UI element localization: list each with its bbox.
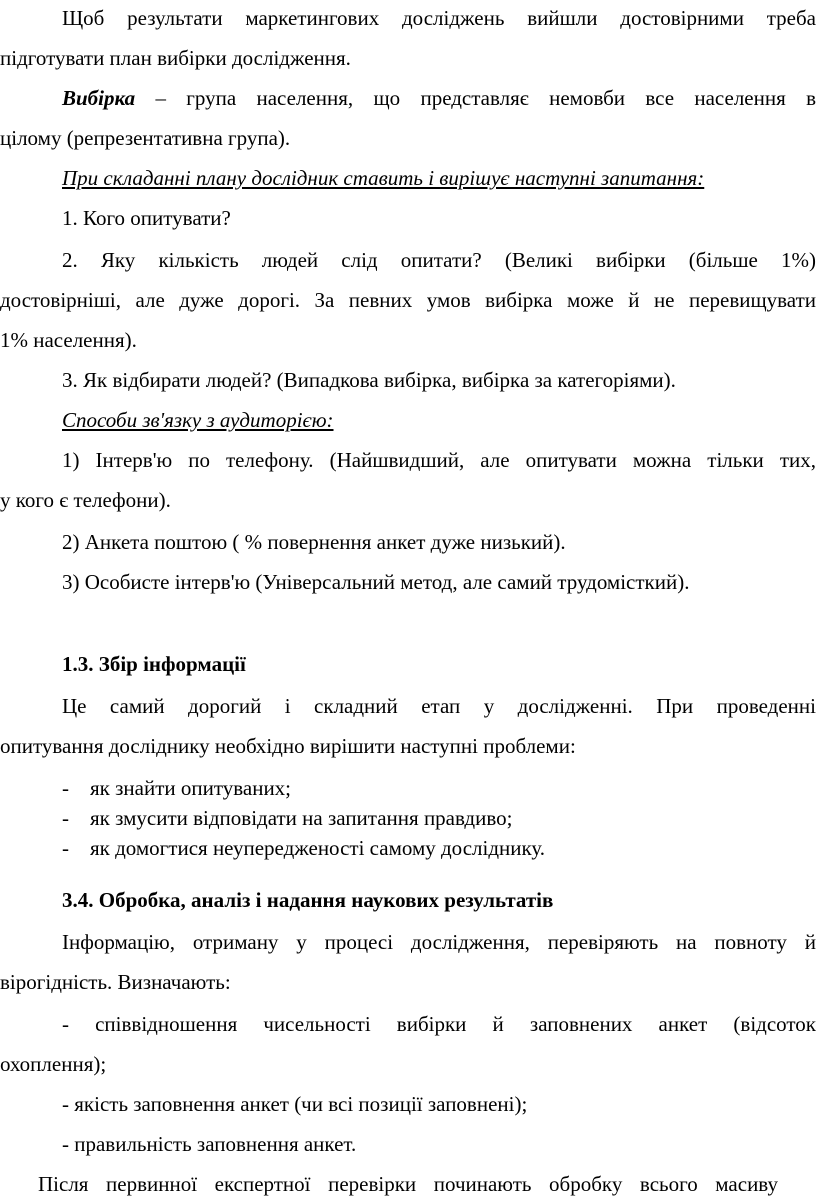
question-3: 3. Як відбирати людей? (Випадкова вибірка, вибірка за категоріями). <box>62 368 676 392</box>
list-item <box>62 776 291 800</box>
contact-heading-text: Способи зв'язку з аудиторією: <box>62 408 334 432</box>
list-dash: - <box>62 806 69 830</box>
list-item-text: як знайти опитуваних; <box>90 776 292 800</box>
section-1-3-line-1: Це самий дорогий і складний етап у дослідженні. При проведенні <box>62 694 816 718</box>
question-2-line-3: 1% населення). <box>0 328 137 352</box>
section-3-4-item-3: - правильність заповнення анкет. <box>62 1132 357 1156</box>
definition-text: – група населення, що представляє немовби все населення в <box>135 86 816 110</box>
list-item-text: як змусити відповідати на запитання правдиво; <box>90 806 513 830</box>
section-3-4-item-1-line-1: - співвідношення чисельності вибірки й заповнених анкет (відсоток <box>62 1012 816 1036</box>
definition-line-1 <box>0 86 816 110</box>
list-item <box>62 806 512 830</box>
question-2-line-2: достовірніші, але дуже дорогі. За певних умов вибірка може й не перевищувати <box>0 288 816 312</box>
question-1: 1. Кого опитувати? <box>62 206 231 230</box>
list-dash: - <box>62 776 69 800</box>
contact-1-line-2: у кого є телефони). <box>0 488 171 512</box>
contact-heading <box>0 408 816 432</box>
list-item-text: як домогтися неупередженості самому досліднику. <box>90 836 546 860</box>
section-heading-3-4: 3.4. Обробка, аналіз і надання наукових результатів <box>62 888 554 912</box>
paragraph-intro-line-2: підготувати план вибірки дослідження. <box>0 46 351 70</box>
list-dash: - <box>62 836 69 860</box>
definition-line-2: цілому (репрезентативна група). <box>0 126 291 150</box>
section-3-4-item-1-line-2: охоплення); <box>0 1052 107 1076</box>
section-3-4-line-1: Інформацію, отриману у процесі дослідження, перевіряють на повноту й <box>62 930 816 954</box>
question-2-line-1: 2. Яку кількість людей слід опитати? (Великі вибірки (більше 1%) <box>62 248 816 272</box>
questions-heading <box>0 166 816 190</box>
list-item <box>62 836 545 860</box>
section-3-4-line-2: вірогідність. Визначають: <box>0 970 231 994</box>
section-heading-1-3: 1.3. Збір інформації <box>62 652 246 676</box>
section-1-3-line-2: опитування досліднику необхідно вирішити наступні проблеми: <box>0 734 576 758</box>
closing-line: Після первинної експертної перевірки починають обробку всього масиву <box>38 1172 778 1196</box>
questions-heading-text: При складанні плану дослідник ставить і вирішує наступні запитання: <box>62 166 705 190</box>
contact-1-line-1: 1) Інтерв'ю по телефону. (Найшвидший, але опитувати можна тільки тих, <box>62 448 816 472</box>
section-3-4-item-2: - якість заповнення анкет (чи всі позиції заповнені); <box>62 1092 528 1116</box>
paragraph-intro-line-1: Щоб результати маркетингових досліджень вийшли достовірними треба <box>62 6 816 30</box>
contact-3: 3) Особисте інтерв'ю (Універсальний метод, але самий трудомісткий). <box>62 570 690 594</box>
contact-2: 2) Анкета поштою ( % повернення анкет дуже низький). <box>62 530 566 554</box>
definition-term: Вибірка <box>62 86 136 110</box>
